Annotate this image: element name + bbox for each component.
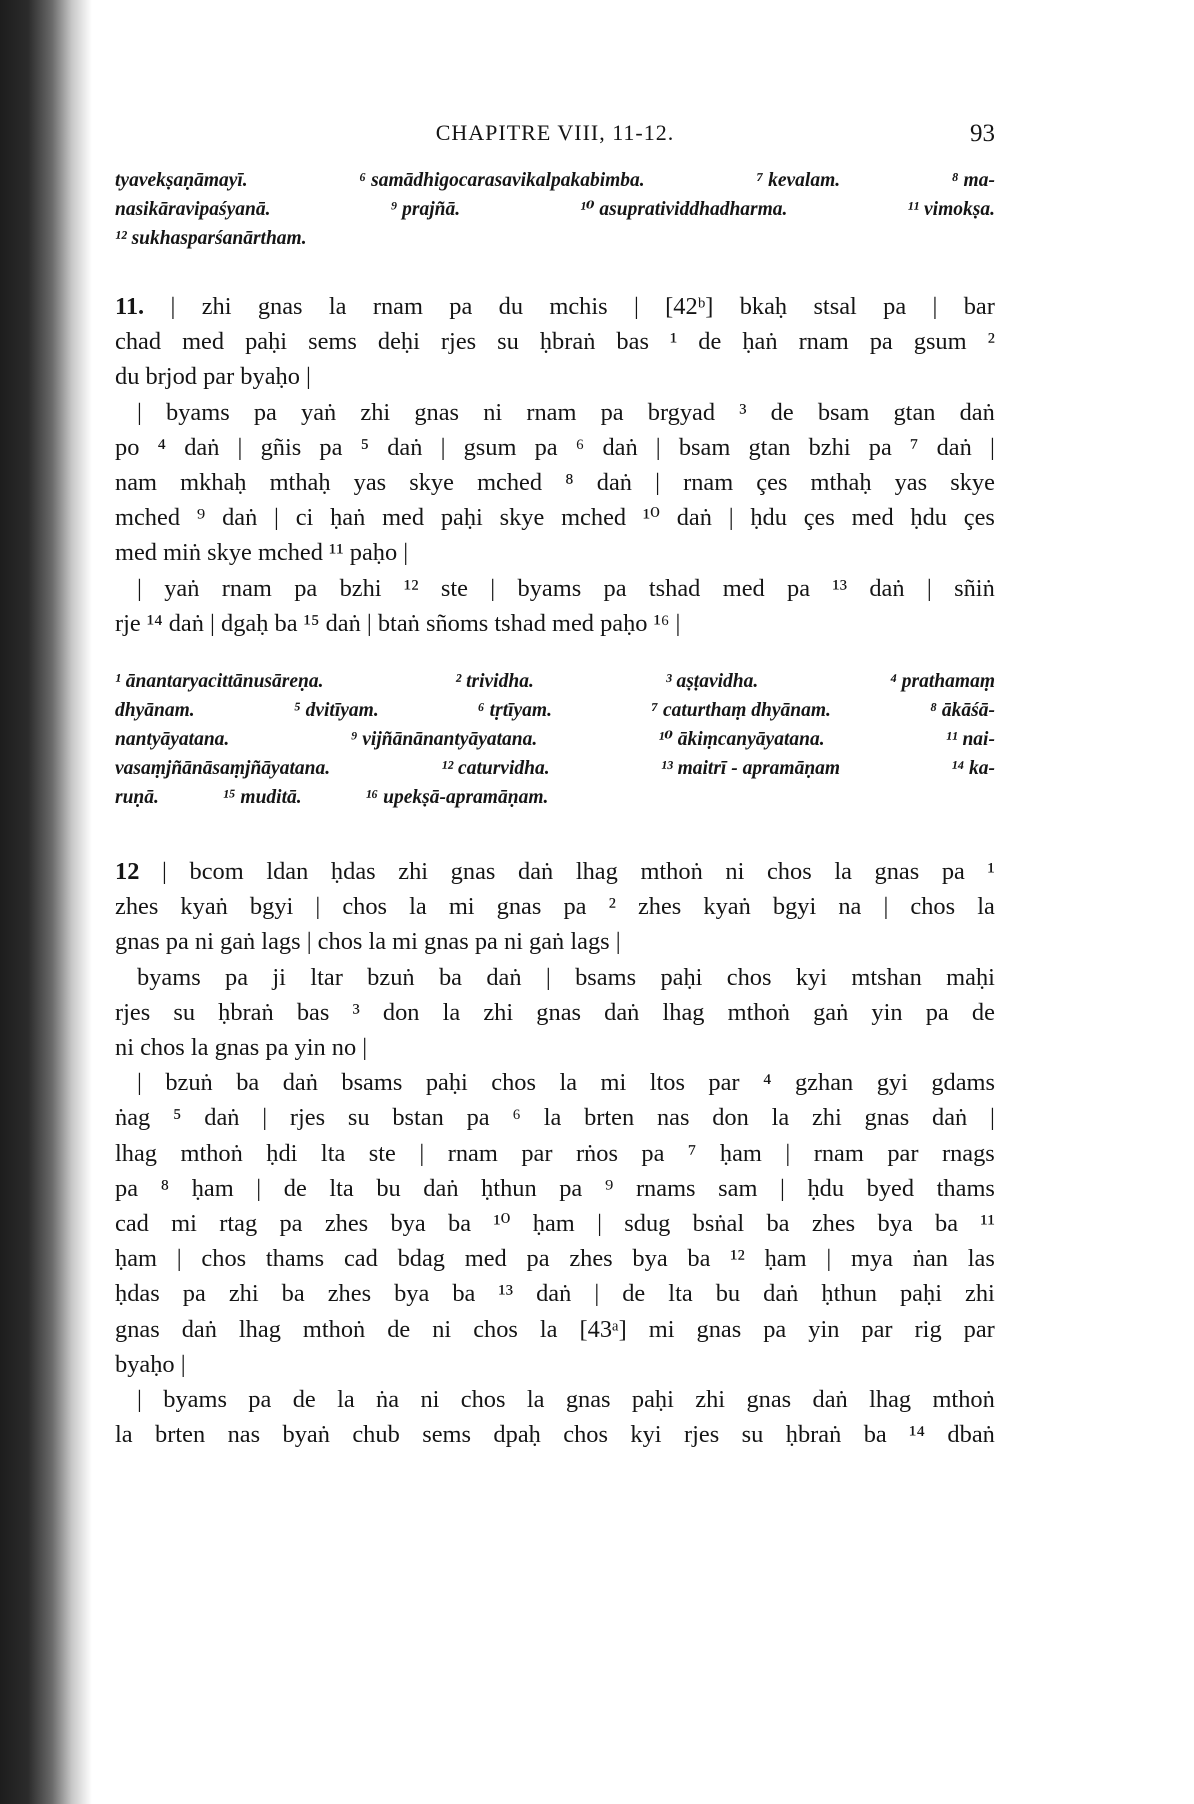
text-line: rje ¹⁴ daṅ | dgaḥ ba ¹⁵ daṅ | btaṅ sñoms tshad med paḥo ¹⁶ | <box>115 609 681 637</box>
text-line: | yaṅ rnam pa bzhi ¹² ste | byams pa tshad med pa ¹³ daṅ | sñiṅ <box>137 574 995 602</box>
text-line: ni chos la gnas pa yin no | <box>115 1034 368 1062</box>
note-entry: ruṇā. <box>115 787 159 809</box>
note-entry: ¹⁶ upekṣā-apramāṇam. <box>365 787 549 809</box>
text-line: po ⁴ daṅ | gñis pa ⁵ daṅ | gsum pa ⁶ daṅ | bsam gtan bzhi pa ⁷ daṅ | <box>115 433 995 461</box>
text-line: | byams pa yaṅ zhi gnas ni rnam pa brgyad ³ de bsam gtan daṅ <box>137 398 995 426</box>
text-line: la brten nas byaṅ chub sems dpaḥ chos kyi rjes su ḥbraṅ ba ¹⁴ dbaṅ <box>115 1421 995 1449</box>
text-line: byaḥo | <box>115 1350 186 1378</box>
text-line: pa ⁸ ḥam | de lta bu daṅ ḥthun pa ⁹ rnams sam | ḥdu byed thams <box>115 1174 995 1202</box>
note-entry: ¹³ maitrī - apramāṇam <box>661 758 841 780</box>
page-binding-shadow <box>0 0 92 1804</box>
note-entry: ⁹ vijñānānantyāyatana. <box>350 729 538 751</box>
running-head: CHAPITRE VIII, 11-12. <box>435 120 675 145</box>
footnotes-section-11 <box>115 667 995 812</box>
note-line <box>115 725 995 754</box>
note-line <box>115 754 995 783</box>
note-line <box>115 696 995 725</box>
text-line: ḥam | chos thams cad bdag med pa zhes bya ba ¹² ḥam | mya ṅan las <box>115 1245 995 1273</box>
note-line <box>115 667 995 696</box>
footnotes-top <box>115 166 995 253</box>
page-number: 93 <box>970 120 995 147</box>
text-line: nam mkhaḥ mthaḥ yas skye mched ⁸ daṅ | rnam çes mthaḥ yas skye <box>115 469 995 497</box>
text-line: | byams pa de la ṅa ni chos la gnas paḥi zhi gnas daṅ lhag mthoṅ <box>137 1386 995 1414</box>
text-line: zhes kyaṅ bgyi | chos la mi gnas pa ² zhes kyaṅ bgyi na | chos la <box>115 893 995 921</box>
note-entry: ⁵ dvitīyam. <box>293 700 379 722</box>
note-entry: ⁶ samādhigocarasavikalpakabimba. <box>359 170 645 191</box>
book-page <box>115 120 995 1452</box>
text-line: byams pa ji ltar bzuṅ ba daṅ | bsams paḥi chos kyi mtshan maḥi <box>137 963 995 991</box>
note-entry: ¹⁰ ākiṃcanyāyatana. <box>658 729 825 751</box>
section-number: 12 <box>115 858 140 886</box>
note-entry: ¹⁴ ka- <box>951 758 995 780</box>
section-11 <box>115 289 995 641</box>
text-line: gnas daṅ lhag mthoṅ de ni chos la [43ᵃ] mi gnas pa yin par rig par <box>115 1315 995 1343</box>
text-line: | bzuṅ ba daṅ bsams paḥi chos la mi ltos par ⁴ gzhan gyi gdams <box>137 1069 995 1097</box>
text-line: lhag mthoṅ ḥdi lta ste | rnam par rṅos pa ⁷ ḥam | rnam par rnags <box>115 1139 995 1167</box>
note-entry: ⁸ ākāśā- <box>930 700 995 722</box>
note-entry: ² trividha. <box>455 671 534 693</box>
note-entry: tyavekṣaṇāmayī. <box>115 170 248 191</box>
note-line <box>115 224 995 253</box>
note-entry: nantyāyatana. <box>115 729 230 751</box>
page-header <box>115 120 995 160</box>
text-line: med miṅ skye mched ¹¹ paḥo | <box>115 539 409 567</box>
note-entry: ⁴ prathamaṃ <box>890 671 995 693</box>
section-number: 11. <box>115 293 145 320</box>
note-entry: ⁹ prajñā. <box>390 199 461 220</box>
note-entry: ⁸ ma- <box>951 170 995 191</box>
text-line: rjes su ḥbraṅ bas ³ don la zhi gnas daṅ lhag mthoṅ gaṅ yin pa de <box>115 998 995 1026</box>
note-entry: vasaṃjñānāsaṃjñāyatana. <box>115 758 331 780</box>
text-line: ṅag ⁵ daṅ | rjes su bstan pa ⁶ la brten nas don la zhi gnas daṅ | <box>115 1104 995 1132</box>
note-entry: ¹² caturvidha. <box>441 758 550 780</box>
note-entry: dhyānam. <box>115 700 195 722</box>
note-entry: ³ aṣṭavidha. <box>665 671 759 693</box>
text-line: ḥdas pa zhi ba zhes bya ba ¹³ daṅ | de lta bu daṅ ḥthun paḥi zhi <box>115 1280 995 1308</box>
note-entry: ¹⁰ asupratividdhadharma. <box>580 199 788 220</box>
text-line: cad mi rtag pa zhes bya ba ¹⁰ ḥam | sdug bsṅal ba zhes bya ba ¹¹ <box>115 1210 995 1238</box>
text-line: 12 | bcom ldan ḥdas zhi gnas daṅ lhag mthoṅ ni chos la gnas pa ¹ <box>115 854 995 889</box>
note-entry: ¹¹ nai- <box>945 729 995 751</box>
note-line <box>115 195 995 224</box>
note-entry: ⁶ tṛtīyam. <box>478 700 552 722</box>
section-12 <box>115 854 995 1452</box>
note-entry: ¹ ānantaryacittānusāreṇa. <box>115 671 324 693</box>
text-line: mched ⁹ daṅ | ci ḥaṅ med paḥi skye mched ¹⁰ daṅ | ḥdu çes med ḥdu çes <box>115 504 995 532</box>
note-entry: ¹¹ vimokṣa. <box>907 199 995 220</box>
text-line: gnas pa ni gaṅ lags | chos la mi gnas pa ni gaṅ lags | <box>115 928 621 956</box>
note-entry: ⁷ caturthaṃ dhyānam. <box>651 700 831 722</box>
note-entry: ⁷ kevalam. <box>756 170 841 191</box>
text-line: du brjod par byaḥo | <box>115 363 311 391</box>
text-line: 11. | zhi gnas la rnam pa du mchis | [42ᵇ] bkaḥ stsal pa | bar <box>115 289 995 324</box>
note-line <box>115 166 995 195</box>
note-entry: nasikāravipaśyanā. <box>115 199 271 220</box>
note-line <box>115 783 995 812</box>
text-line: chad med paḥi sems deḥi rjes su ḥbraṅ bas ¹ de ḥaṅ rnam pa gsum ² <box>115 328 995 356</box>
note-entry: ¹⁵ muditā. <box>222 787 302 809</box>
note-entry: ¹² sukhasparśanārtham. <box>115 228 307 249</box>
